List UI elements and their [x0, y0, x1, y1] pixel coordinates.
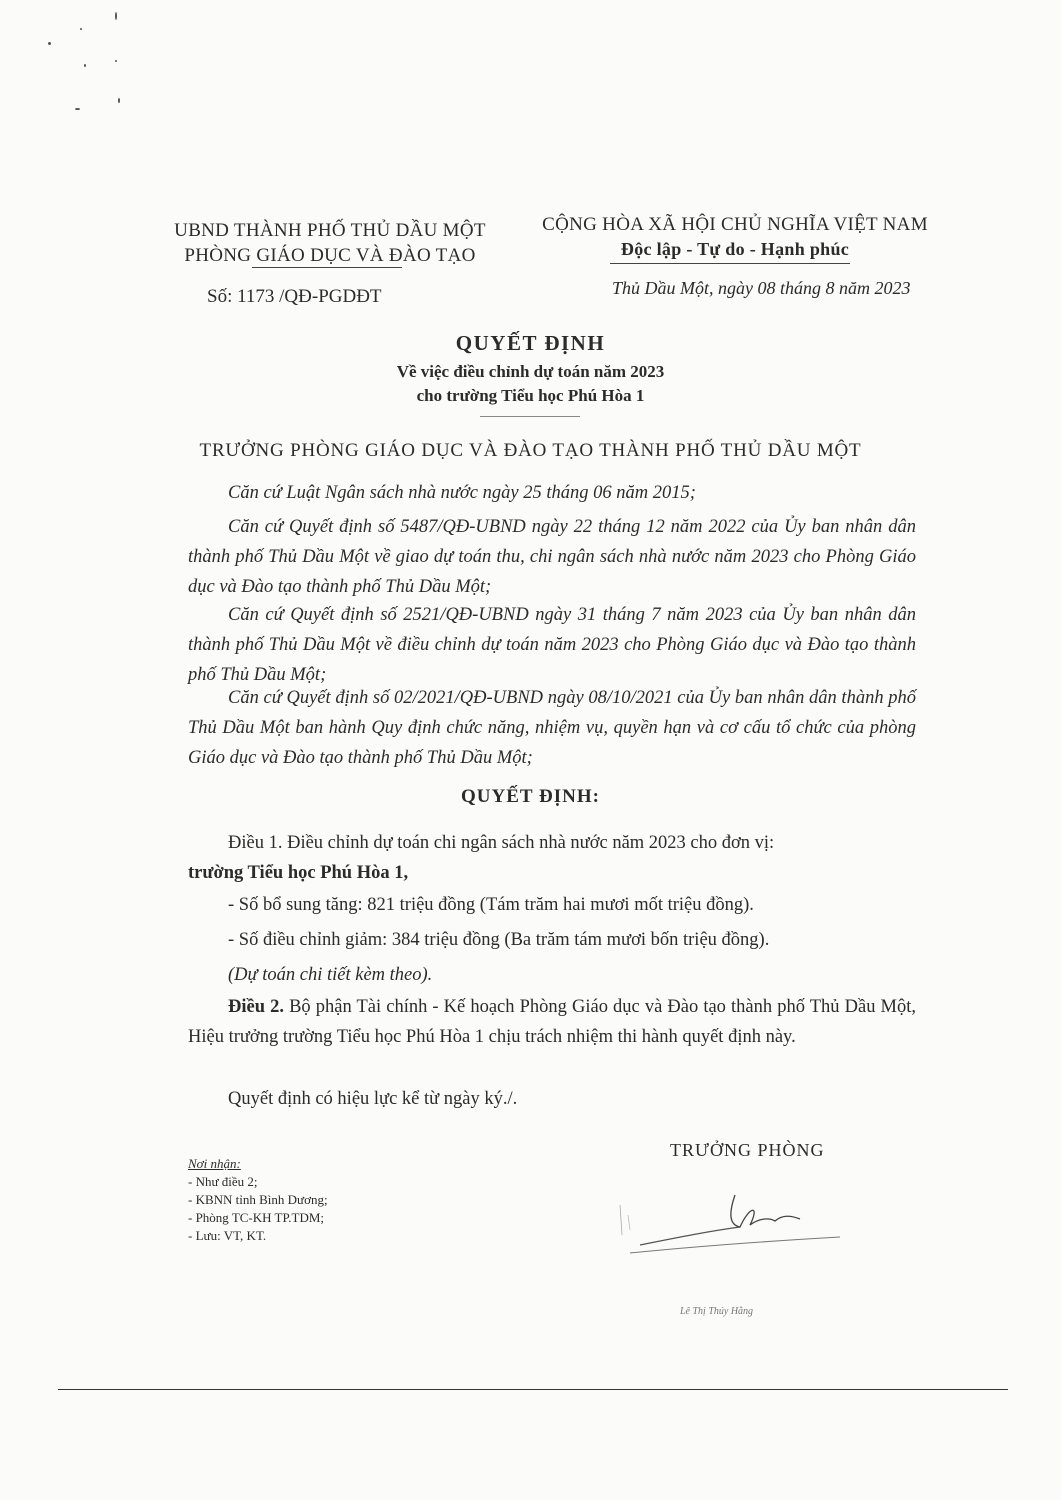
- effective-clause: [188, 1084, 916, 1114]
- nation-line1: CỘNG HÒA XÃ HỘI CHỦ NGHĨA VIỆT NAM: [542, 214, 928, 235]
- stamp-note: Lê Thị Thúy Hằng: [680, 1306, 754, 1317]
- signer-title: TRƯỞNG PHÒNG: [670, 1140, 825, 1160]
- recipient-item: - Phòng TC-KH TP.TDM;: [188, 1210, 325, 1225]
- article-2: [188, 992, 916, 1052]
- article-1-unit: trường Tiểu học Phú Hòa 1,: [188, 863, 409, 883]
- signature-image: [600, 1175, 860, 1265]
- article-1-decrease: [188, 925, 916, 955]
- recipients-block: [188, 1155, 328, 1245]
- scan-speck: [115, 60, 117, 62]
- scan-speck: [118, 98, 120, 103]
- article-1-note: [188, 960, 916, 990]
- document-subtitle-2: cho trường Tiểu học Phú Hòa 1: [416, 386, 645, 405]
- document-number: Số: 1173 /QĐ-PGDĐT: [207, 286, 382, 307]
- issuer-heading: TRƯỞNG PHÒNG GIÁO DỤC VÀ ĐÀO TẠO THÀNH PHỐ THỦ DẦU MỘT: [199, 440, 862, 461]
- article-1: [188, 828, 916, 888]
- document-subtitle-1: Về việc điều chỉnh dự toán năm 2023: [396, 362, 665, 381]
- scan-speck: [84, 64, 86, 67]
- article-2-label: Điều 2.: [228, 997, 284, 1017]
- article-1-increase-text: - Số bổ sung tăng: 821 triệu đồng (Tám trăm hai mươi mốt triệu đồng).: [228, 895, 754, 915]
- scan-speck: [80, 28, 82, 30]
- article-1-text: Điều chỉnh dự toán chi ngân sách nhà nước năm 2023 cho đơn vị:: [282, 833, 775, 853]
- recipients-label: Nơi nhận:: [188, 1156, 241, 1171]
- basis-4-text: Căn cứ Quyết định số 02/2021/QĐ-UBND ngày 08/10/2021 của Ủy ban nhân dân thành phố Thủ Dầu Một ban hành Quy định chức năng, nhiệm vụ, quyền hạn và cơ cấu tổ chức của phòng Giáo dục và Đào tạo thành phố Thủ Dầu Một;: [188, 688, 916, 768]
- agency-block: [160, 218, 500, 268]
- scan-speck: [115, 12, 117, 20]
- scan-speck: [48, 42, 51, 45]
- basis-2: [188, 512, 916, 602]
- article-1-increase: [188, 890, 916, 920]
- page-bottom-rule: [58, 1389, 1008, 1390]
- agency-line1: UBND THÀNH PHỐ THỦ DẦU MỘT: [174, 220, 486, 241]
- basis-1-text: Căn cứ Luật Ngân sách nhà nước ngày 25 tháng 06 năm 2015;: [228, 483, 696, 503]
- article-1-note-text: (Dự toán chi tiết kèm theo).: [228, 965, 433, 985]
- basis-3-text: Căn cứ Quyết định số 2521/QĐ-UBND ngày 31 tháng 7 năm 2023 của Ủy ban nhân dân thành phố Thủ Dầu Một về điều chỉnh dự toán năm 2023 cho Phòng Giáo dục và Đào tạo thành phố Thủ Dầu Một;: [188, 605, 916, 685]
- agency-underline: [252, 267, 402, 268]
- scan-speck: [75, 108, 80, 110]
- decide-heading: QUYẾT ĐỊNH:: [461, 786, 600, 807]
- nation-line2: Độc lập - Tự do - Hạnh phúc: [620, 239, 850, 259]
- document-title: QUYẾT ĐỊNH: [455, 331, 606, 355]
- title-underline: [480, 416, 580, 417]
- nation-underline: [610, 263, 850, 264]
- basis-1: [188, 478, 916, 508]
- article-1-decrease-text: - Số điều chỉnh giảm: 384 triệu đồng (Ba trăm tám mươi bốn triệu đồng).: [228, 930, 770, 950]
- recipient-item: - Như điều 2;: [188, 1174, 258, 1189]
- agency-line2: PHÒNG GIÁO DỤC VÀ ĐÀO TẠO: [184, 245, 476, 266]
- place-date: Thủ Dầu Một, ngày 08 tháng 8 năm 2023: [612, 278, 911, 298]
- article-1-label: Điều 1.: [228, 833, 283, 853]
- recipient-item: - KBNN tỉnh Bình Dương;: [188, 1192, 328, 1207]
- article-2-text: Bộ phận Tài chính - Kế hoạch Phòng Giáo dục và Đào tạo thành phố Thủ Dầu Một, Hiệu trưởng trường Tiểu học Phú Hòa 1 chịu trách nhiệm thi hành quyết định này.: [188, 997, 917, 1047]
- effective-text: Quyết định có hiệu lực kể từ ngày ký./.: [228, 1089, 518, 1109]
- basis-2-text: Căn cứ Quyết định số 5487/QĐ-UBND ngày 22 tháng 12 năm 2022 của Ủy ban nhân dân thành phố Thủ Dầu Một về giao dự toán thu, chi ngân sách nhà nước năm 2023 cho Phòng Giáo dục và Đào tạo thành phố Thủ Dầu Một;: [188, 517, 916, 597]
- basis-4: [188, 683, 916, 773]
- nation-block: [515, 212, 955, 262]
- basis-3: [188, 600, 916, 690]
- recipient-item: - Lưu: VT, KT.: [188, 1228, 267, 1243]
